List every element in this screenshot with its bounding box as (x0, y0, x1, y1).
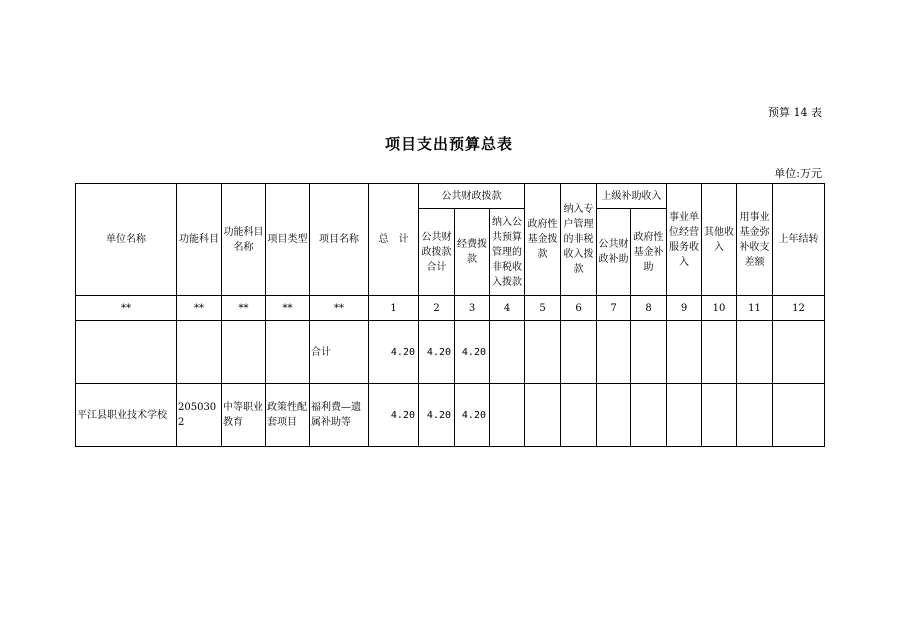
cell-funding: 4.20 (455, 321, 490, 384)
header-row-1 (76, 184, 825, 209)
header-nontax-budget: 纳入公共预算管理的非税收入拨款 (490, 209, 525, 296)
table-row (76, 384, 825, 447)
cell-func-subject-name (222, 321, 266, 384)
col-num-cell: ** (76, 296, 177, 321)
header-project-type: 项目类型 (266, 184, 310, 296)
col-num-cell: 10 (702, 296, 737, 321)
header-unit-name: 单位名称 (76, 184, 177, 296)
cell-func-subject-name: 中等职业教育 (222, 384, 266, 447)
cell-empty (561, 384, 597, 447)
cell-empty (561, 321, 597, 384)
col-num-cell: 7 (597, 296, 631, 321)
col-num-cell: 8 (631, 296, 667, 321)
cell-project-name: 合计 (310, 321, 369, 384)
header-fund-offset: 用事业基金弥补收支差额 (737, 184, 773, 296)
header-project-name: 项目名称 (310, 184, 369, 296)
cell-empty (702, 384, 737, 447)
cell-project-type: 政策性配套项目 (266, 384, 310, 447)
col-num-cell: ** (222, 296, 266, 321)
cell-empty (525, 321, 561, 384)
header-carryover: 上年结转 (773, 184, 825, 296)
col-num-cell: ** (177, 296, 222, 321)
col-num-cell: 2 (419, 296, 455, 321)
budget-table (75, 183, 825, 447)
unit-label: 单位:万元 (774, 167, 822, 180)
cell-empty (631, 321, 667, 384)
table-row-total (76, 321, 825, 384)
cell-public-finance-total: 4.20 (419, 321, 455, 384)
col-num-cell: 5 (525, 296, 561, 321)
cell-funding: 4.20 (455, 384, 490, 447)
cell-empty (773, 384, 825, 447)
header-total: 总 计 (369, 184, 419, 296)
page-title: 项目支出预算总表 (384, 135, 513, 153)
header-superior-subsidy: 上级补助收入 (597, 184, 667, 209)
cell-total: 4.20 (369, 384, 419, 447)
cell-public-finance-total: 4.20 (419, 384, 455, 447)
header-public-finance-total: 公共财政拨款合计 (419, 209, 455, 296)
header-other-income: 其他收入 (702, 184, 737, 296)
cell-project-type (266, 321, 310, 384)
cell-unit-name (76, 321, 177, 384)
header-public-subsidy: 公共财政补助 (597, 209, 631, 296)
cell-empty (667, 321, 702, 384)
header-public-finance: 公共财政拨款 (419, 184, 525, 209)
form-number: 预算 14 表 (768, 106, 822, 119)
cell-func-subject: 2050302 (177, 384, 222, 447)
cell-func-subject (177, 321, 222, 384)
col-num-cell: 3 (455, 296, 490, 321)
header-gov-fund: 政府性基金拨款 (525, 184, 561, 296)
col-num-cell: ** (310, 296, 369, 321)
col-num-cell: 6 (561, 296, 597, 321)
col-num-cell: 4 (490, 296, 525, 321)
col-num-cell: ** (266, 296, 310, 321)
cell-empty (773, 321, 825, 384)
cell-total: 4.20 (369, 321, 419, 384)
header-func-subject: 功能科目 (177, 184, 222, 296)
col-num-cell: 12 (773, 296, 825, 321)
cell-project-name: 福利费—遗属补助等 (310, 384, 369, 447)
cell-empty (490, 321, 525, 384)
cell-empty (525, 384, 561, 447)
cell-empty (597, 321, 631, 384)
col-num-cell: 1 (369, 296, 419, 321)
header-business-income: 事业单位经营服务收入 (667, 184, 702, 296)
header-gov-fund-subsidy: 政府性基金补助 (631, 209, 667, 296)
column-number-row (76, 296, 825, 321)
cell-unit-name: 平江县职业技术学校 (76, 384, 177, 447)
cell-empty (597, 384, 631, 447)
cell-empty (667, 384, 702, 447)
cell-empty (737, 384, 773, 447)
cell-empty (631, 384, 667, 447)
header-func-subject-name: 功能科目名称 (222, 184, 266, 296)
cell-empty (702, 321, 737, 384)
header-special-nontax: 纳入专户管理的非税收入拨款 (561, 184, 597, 296)
header-funding: 经费拨款 (455, 209, 490, 296)
cell-empty (737, 321, 773, 384)
col-num-cell: 9 (667, 296, 702, 321)
col-num-cell: 11 (737, 296, 773, 321)
cell-empty (490, 384, 525, 447)
